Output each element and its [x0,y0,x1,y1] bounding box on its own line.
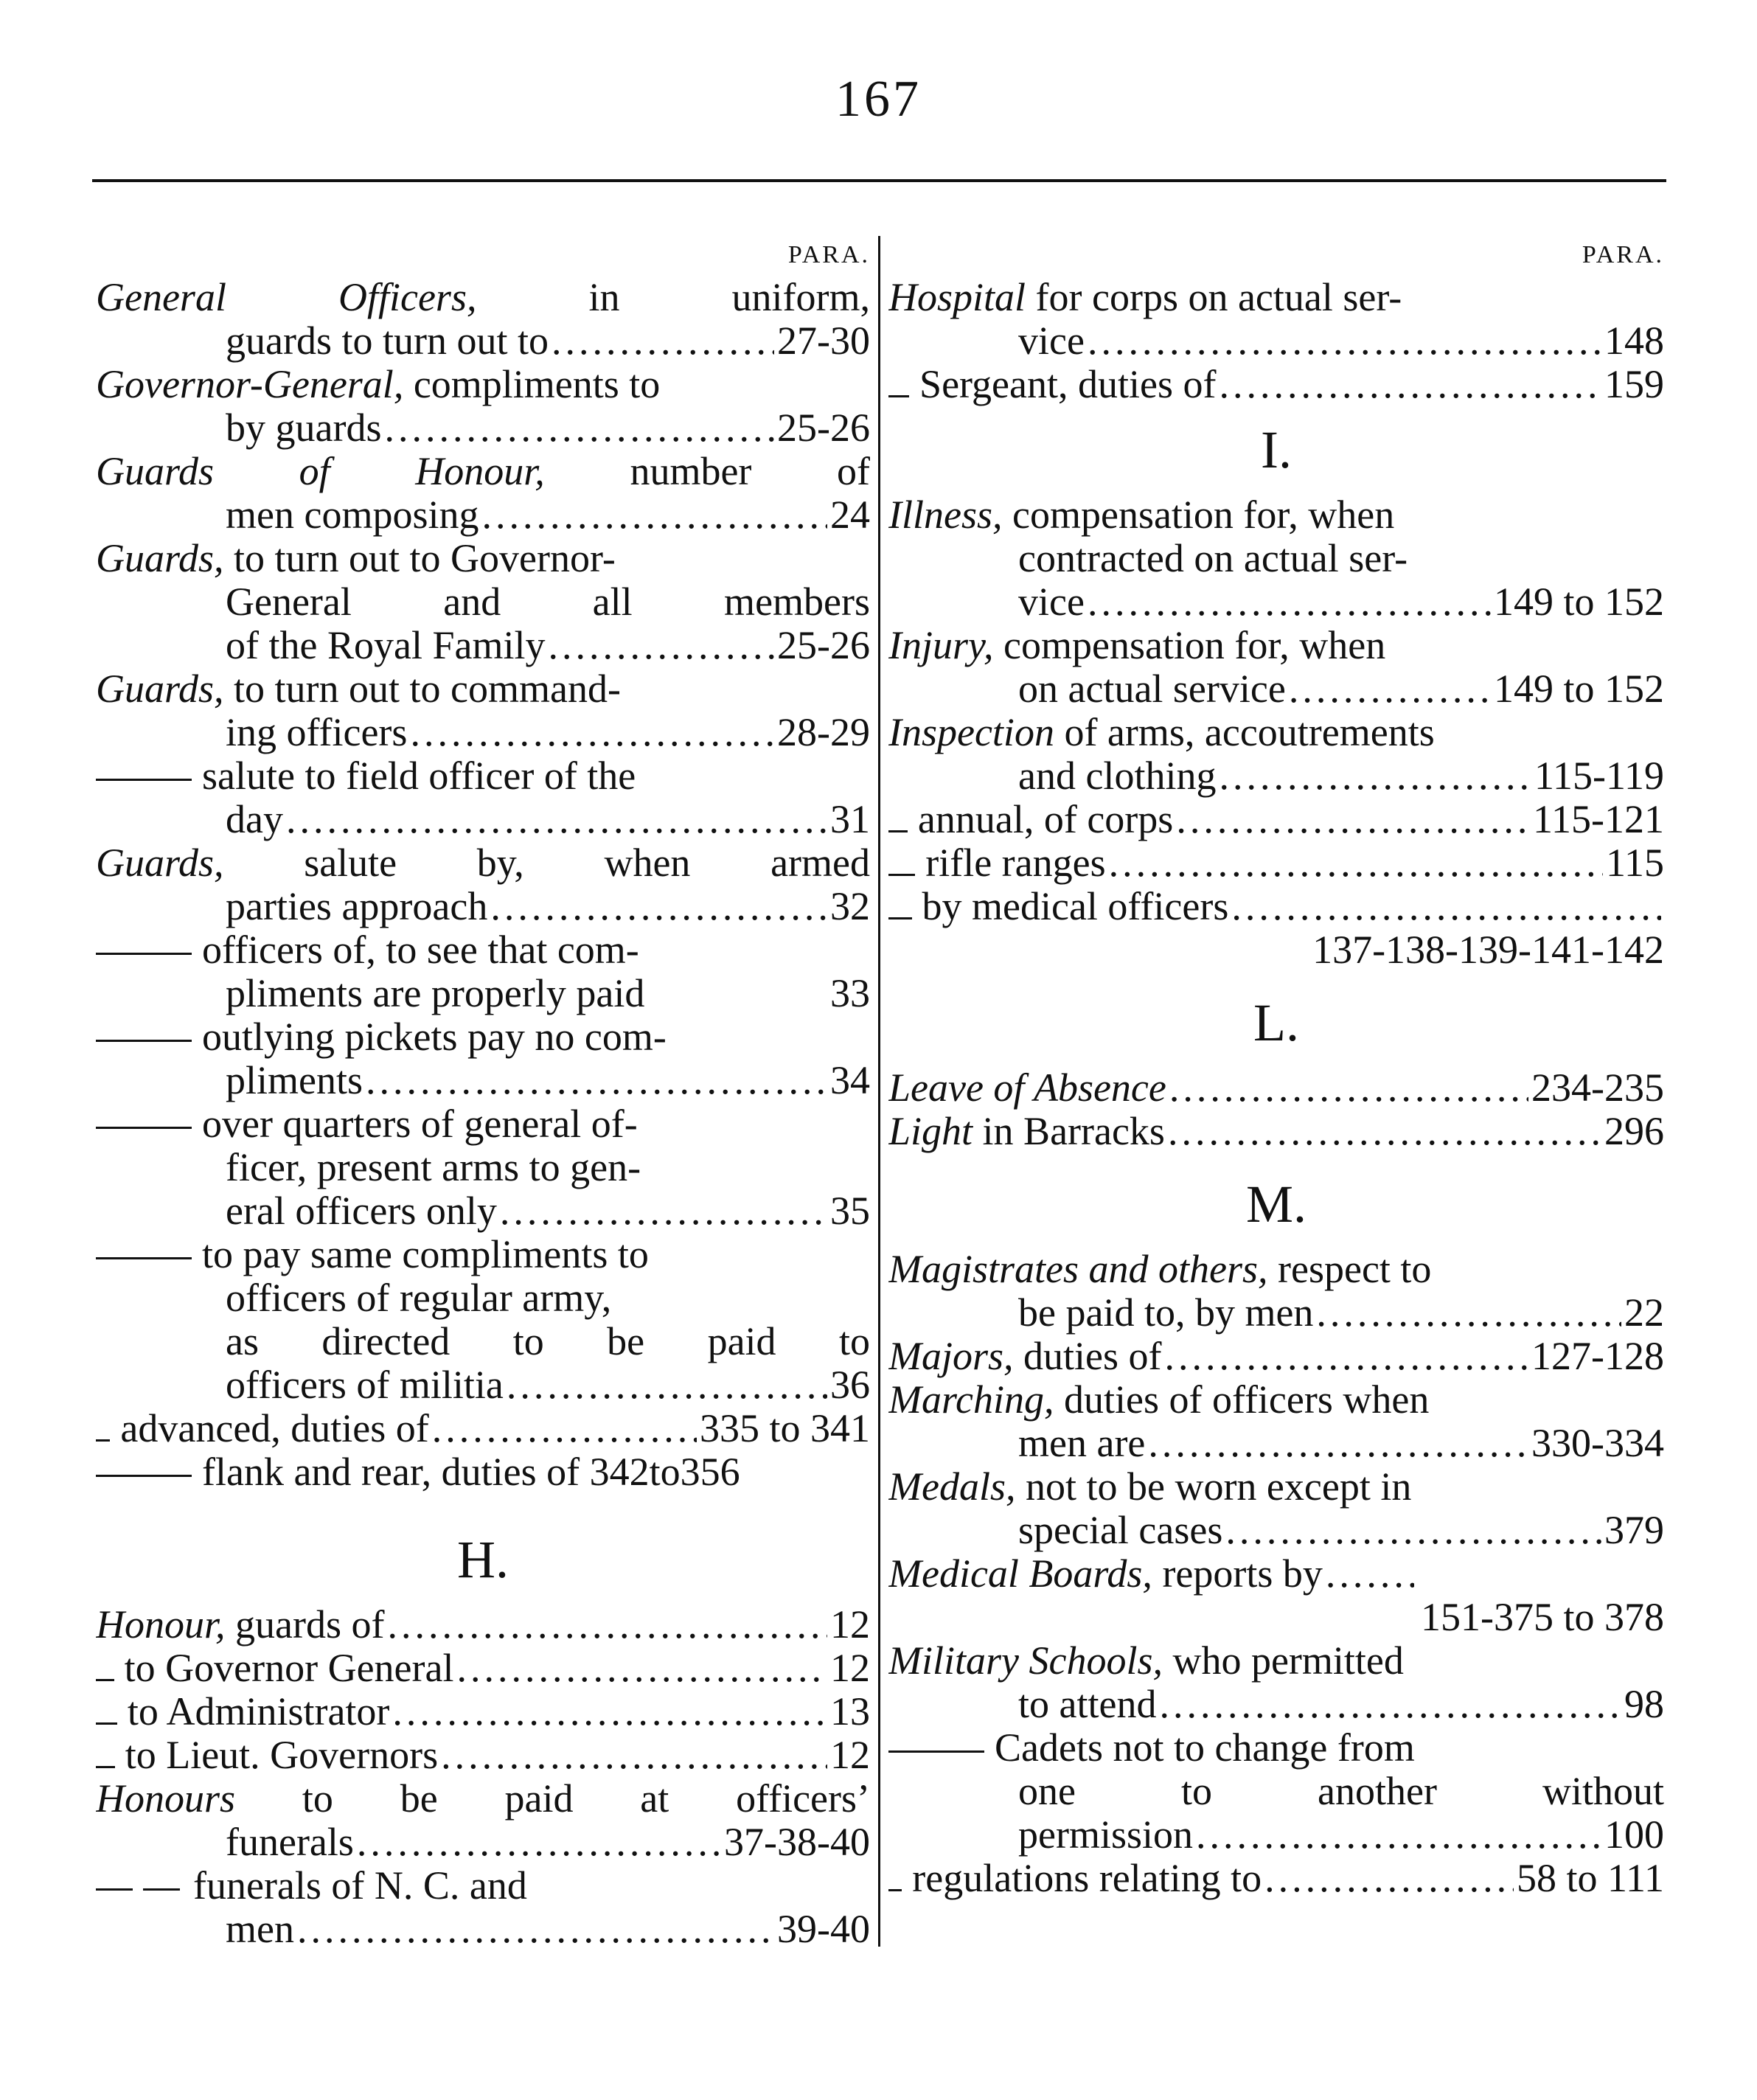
leader-dots [1231,885,1661,928]
entry-heading: Leave of Absence [888,1066,1166,1110]
entry-text: men composing [226,493,479,537]
para-ref: 115-121 [1533,798,1664,841]
ditto-dash [888,1750,984,1753]
index-entry-continuation [96,1363,870,1407]
entry-heading: Governor-General, [96,363,404,406]
header-rule [92,179,1666,182]
entry-heading: Hospital [888,276,1026,319]
para-ref: 25-26 [777,624,870,667]
column-divider [878,236,880,1947]
leader-dots [1264,1857,1514,1900]
index-entry-continuation [96,885,870,928]
index-entry [888,1552,1664,1596]
leader-dots [1326,1552,1414,1596]
leader-dots [1168,1110,1601,1153]
para-ref: 58 to 111 [1517,1857,1664,1900]
ditto-double-dash [96,1888,183,1891]
index-entry [96,667,870,711]
entry-text: vice [1018,580,1085,624]
index-subentry [96,1690,870,1734]
entry-text: men are [1018,1422,1146,1465]
para-ref: 115 [1606,841,1664,885]
entry-line [888,1110,1165,1153]
index-entry-continuation [888,319,1664,363]
entry-text: day [226,798,283,841]
para-ref: 24 [830,493,870,537]
entry-text: to attend [1018,1683,1157,1726]
entry-text: for corps on actual ser- [1035,276,1402,319]
entry-text: General and all members [226,580,870,624]
para-ref: 37-38-40 [724,1821,870,1864]
entry-heading: Medals, [888,1465,1016,1509]
leader-dots [507,1363,827,1407]
index-entry [888,1066,1664,1110]
ditto-dash [96,1475,192,1477]
leader-dots [384,406,774,450]
entry-text: not to be worn except in [1025,1465,1412,1509]
entry-text: in Barracks [982,1110,1165,1153]
left-column [96,234,870,1951]
entry-heading: Honour, [96,1603,226,1647]
entry-text: on actual service [1018,667,1286,711]
index-entry-continuation [96,1276,870,1320]
leader-dots [1169,1066,1528,1110]
entry-heading: Marching, [888,1378,1054,1422]
entry-text: compliments to [413,363,661,406]
leader-dots [1219,363,1601,406]
index-entry-continuation [96,711,870,754]
entry-text: pliments are properly paid [226,972,645,1015]
para-label-right: PARA. [1582,241,1664,268]
entry-heading: General Officers, [96,276,477,319]
entry-text: vice [1018,319,1085,363]
leader-dots [1316,1291,1621,1335]
right-column [888,234,1664,1900]
index-subentry [888,363,1664,406]
entry-text: parties approach [226,885,488,928]
entry-heading: Majors, [888,1335,1014,1378]
para-ref: 127-128 [1531,1335,1664,1378]
ditto-dash [96,1439,110,1442]
leader-dots [432,1407,697,1450]
leader-dots [456,1647,827,1690]
section-heading-i: I. [1261,420,1292,479]
entry-text: Cadets not to change from [995,1726,1415,1770]
index-subentry [888,1726,1664,1770]
leader-dots [1148,1422,1528,1465]
entry-text: one to another without [1018,1770,1664,1813]
entry-text: ing officers [226,711,408,754]
para-ref: 27-30 [777,319,870,363]
index-subentry [96,1407,870,1450]
index-entry-continuation [888,1422,1664,1465]
leader-dots [366,1059,827,1102]
entry-heading: Guards, [96,537,224,580]
entry-text: to turn out to command- [234,667,621,711]
para-ref: 159 [1604,363,1664,406]
index-subentry [888,1857,1664,1900]
entry-text: permission [1018,1813,1193,1857]
leader-dots [392,1690,827,1734]
ditto-dash [96,1257,192,1259]
ditto-dash [888,1889,902,1891]
leader-dots [1165,1335,1529,1378]
entry-text: flank and rear, duties of 342to356 [202,1450,740,1494]
index-entry-continuation [96,493,870,537]
index-entry-continuation [888,1813,1664,1857]
ditto-dash [96,953,192,955]
para-ref: 25-26 [777,406,870,450]
index-entry [888,1639,1664,1683]
entry-line [888,1335,1162,1378]
entry-text: in uniform, [588,276,870,319]
entry-text: salute to field officer of the [202,754,636,798]
index-entry-continuation [96,972,870,1015]
entry-text: number of [630,450,870,493]
leader-dots [410,711,774,754]
entry-heading: Honours [96,1777,236,1821]
leader-dots [1159,1683,1621,1726]
ditto-dash [888,874,915,876]
leader-dots [1225,1509,1601,1552]
entry-text: compensation for, when [1012,493,1395,537]
para-ref: 100 [1604,1813,1664,1857]
index-entry [888,1465,1664,1509]
index-entry-continuation [888,537,1664,580]
ditto-dash [888,395,909,397]
para-ref: 12 [830,1603,870,1647]
entry-text: over quarters of general of- [202,1102,638,1146]
leader-dots [286,798,827,841]
entry-text: officers of militia [226,1363,504,1407]
index-subentry [96,1647,870,1690]
para-ref: 296 [1604,1110,1664,1153]
para-ref: 149 to 152 [1493,667,1664,711]
para-ref: 379 [1604,1509,1664,1552]
entry-text: ficer, present arms to gen- [226,1146,641,1189]
entry-text: guards of [235,1603,385,1647]
entry-line [888,1552,1323,1596]
entry-heading: Guards of Honour, [96,450,545,493]
para-ref: 22 [1624,1291,1664,1335]
para-ref: 39-40 [777,1908,870,1951]
para-ref: 32 [830,885,870,928]
index-subentry [96,1450,870,1494]
entry-text: men [226,1908,294,1951]
index-entry [96,1777,870,1821]
index-subentry [96,1734,870,1777]
entry-heading: Injury, [888,624,994,667]
entry-text: respect to [1278,1248,1432,1291]
para-ref: 98 [1624,1683,1664,1726]
index-entry [888,1335,1664,1378]
para-ref: 33 [830,972,870,1015]
para-ref: 115-119 [1534,754,1664,798]
index-entry-continuation [888,667,1664,711]
entry-text: and clothing [1018,754,1217,798]
entry-heading: Illness, [888,493,1003,537]
index-subentry [96,928,870,972]
ditto-dash [96,779,192,781]
entry-text: be paid to, by men [1018,1291,1314,1335]
entry-text: funerals of N. C. and [193,1864,527,1908]
index-entry [888,711,1664,754]
entry-text: Sergeant, duties of [919,363,1217,406]
index-entry-continuation [96,1146,870,1189]
leader-dots [481,493,827,537]
entry-text: to Governor General [124,1647,454,1690]
index-subentry [888,841,1664,885]
index-entry [888,276,1664,319]
index-entry [888,1110,1664,1153]
para-ref: 234-235 [1531,1066,1664,1110]
para-ref: 36 [830,1363,870,1407]
entry-text: to Administrator [127,1690,390,1734]
entry-text: guards to turn out to [226,319,549,363]
index-entry-continuation [96,1908,870,1951]
index-entry-continuation [96,580,870,624]
index-subentry [96,1015,870,1059]
index-entry-continuation [888,754,1664,798]
entry-text: officers of, to see that com- [202,928,639,972]
section-heading-h: H. [457,1530,509,1589]
ditto-dash [888,917,912,919]
page-number: 167 [835,71,922,128]
para-ref: 137-138-139-141-142 [1312,928,1664,972]
index-subentry [96,754,870,798]
index-subentry [888,798,1664,841]
ditto-dash [96,1040,192,1042]
leader-dots [1109,841,1603,885]
index-subentry [96,1864,870,1908]
index-entry [96,841,870,885]
index-entry [96,1603,870,1647]
entry-text: advanced, duties of [120,1407,429,1450]
entry-text: by medical officers [922,885,1229,928]
index-entry-continuation [888,1770,1664,1813]
entry-text: duties of officers when [1063,1378,1430,1422]
index-entry [888,493,1664,537]
entry-heading: Military Schools, [888,1639,1163,1683]
para-ref: 31 [830,798,870,841]
ditto-double-dash [96,1766,115,1768]
para-ref: 335 to 341 [699,1407,870,1450]
index-entry [96,450,870,493]
para-ref: 13 [830,1690,870,1734]
entry-heading: Guards, [96,841,224,885]
entry-text: special cases [1018,1509,1223,1552]
entry-text: compensation for, when [1003,624,1386,667]
index-entry [96,363,870,406]
index-entry-continuation [888,1291,1664,1335]
index-entry-continuation [888,928,1664,972]
leader-dots [500,1189,827,1233]
index-subentry [96,1233,870,1276]
index-entry-continuation [96,1821,870,1864]
entry-text: rifle ranges [925,841,1106,885]
leader-dots [1088,580,1491,624]
index-entry [888,624,1664,667]
index-entry-continuation [96,319,870,363]
index-entry-continuation [888,1596,1664,1639]
entry-heading: Light [888,1110,973,1153]
para-ref: 28-29 [777,711,870,754]
leader-dots [490,885,827,928]
index-entry-continuation [96,624,870,667]
para-ref: 149 to 152 [1493,580,1664,624]
para-ref: 12 [830,1734,870,1777]
ditto-dash [96,1127,192,1129]
index-entry [96,537,870,580]
leader-dots [1196,1813,1601,1857]
entry-text: funerals [226,1821,354,1864]
entry-text: who permitted [1172,1639,1404,1683]
leader-dots [387,1603,827,1647]
index-subentry [888,885,1664,928]
entry-text: to be paid at officers’ [302,1777,870,1821]
index-entry [96,276,870,319]
entry-heading: Inspection [888,711,1054,754]
entry-text: salute by, when armed [304,841,870,885]
leader-dots [1176,798,1530,841]
entry-heading: Guards, [96,667,224,711]
entry-text: to pay same compliments to [202,1233,649,1276]
section-heading-l: L. [1253,993,1299,1052]
entry-heading: Medical Boards, [888,1552,1152,1596]
entry-line [96,1603,384,1647]
para-ref: 35 [830,1189,870,1233]
entry-text: as directed to be paid to [226,1320,870,1363]
entry-text: of the Royal Family [226,624,546,667]
entry-text: to Lieut. Governors [125,1734,439,1777]
entry-text: pliments [226,1059,363,1102]
index-entry-continuation [96,1189,870,1233]
entry-text: by guards [226,406,382,450]
ditto-dash [888,830,908,832]
leader-dots [1289,667,1491,711]
entry-text: eral officers only [226,1189,497,1233]
ditto-double-dash [96,1722,117,1725]
index-entry-continuation [888,1683,1664,1726]
index-entry-continuation [96,1320,870,1363]
index-entry [888,1248,1664,1291]
leader-dots [1088,319,1601,363]
section-heading-m: M. [1245,1175,1307,1234]
entry-text: duties of [1023,1335,1162,1378]
ditto-double-dash [96,1679,114,1681]
entry-text: to turn out to Governor- [234,537,616,580]
entry-text: contracted on actual ser- [1018,537,1408,580]
para-ref: 34 [830,1059,870,1102]
para-ref: 12 [830,1647,870,1690]
section-gap [96,1494,870,1516]
index-entry-continuation [888,1509,1664,1552]
leader-dots [548,624,774,667]
index-entry-continuation [96,1059,870,1102]
leader-dots [1219,754,1531,798]
leader-dots [552,319,774,363]
index-entry [888,1378,1664,1422]
index-entry-continuation [888,580,1664,624]
entry-text: regulations relating to [912,1857,1262,1900]
leader-dots [441,1734,827,1777]
index-entry-continuation [96,406,870,450]
entry-text: annual, of corps [917,798,1174,841]
entry-text: outlying pickets pay no com- [202,1015,667,1059]
entry-text: reports by [1162,1552,1323,1596]
index-subentry [96,1102,870,1146]
leader-dots [297,1908,774,1951]
index-entry-continuation [96,798,870,841]
para-ref: 330-334 [1531,1422,1664,1465]
para-ref: 148 [1604,319,1664,363]
entry-text: officers of regular army, [226,1276,612,1320]
para-label-left: PARA. [787,241,870,268]
para-ref: 151-375 to 378 [1421,1596,1664,1639]
entry-heading: Magistrates and others, [888,1248,1268,1291]
leader-dots [357,1821,721,1864]
entry-text: of arms, accoutrements [1064,711,1435,754]
